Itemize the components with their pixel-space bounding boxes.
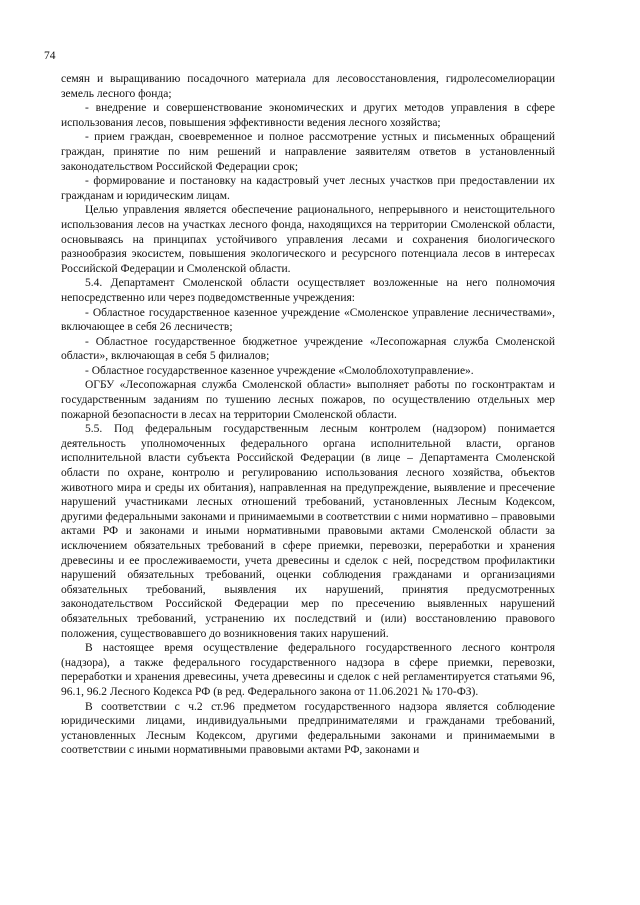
paragraph: Целью управления является обеспечение рационального, непрерывного и неистощительного использования лесов на участках лесного фонда, находящихся на территории Смоленской области, основываясь на принципах устойчивого управления лесами и сохранения биологического разнообразия экосистем, повышения экологического и ресурсного потенциала лесов в интересах Российской Федерации и Смоленской области. [61, 204, 555, 275]
paragraph: 5.4. Департамент Смоленской области осуществляет возложенные на него полномочия непосредственно или через подведомственные учреждения: [61, 277, 555, 304]
paragraph: 5.5. Под федеральным государственным лесным контролем (надзором) понимается деятельность уполномоченных федерального органа исполнительной власти, органов исполнительной власти субъекта Российской Федерации (в лице – Департамента Смоленской области по охране, контролю и регулированию использования лесного хозяйства, объектов животного мира и среды их обитания), направленная на предупреждение, выявление и пресечение нарушений участниками лесных отношений требований, установленных Лесным Кодексом, другими федеральными законами и принимаемыми в соответствии с ними нормативно – правовыми актами РФ и законами и иными нормативными правовыми актами Смоленской области за исключением обязательных требований в сфере приемки, перевозки, переработки и хранения древесины и ее прослеживаемости, учета древесины и сделок с ней, посредством профилактики нарушений обязательных требований, оценки соблюдения гражданами и организациями обязательных требований, выявления их нарушений, принятия предусмотренных законодательством Российской Федерации мер по пресечению выявленных нарушений обязательных требований, устранению их последствий и (или) восстановлению правового положения, существовавшего до возникновения таких нарушений. [61, 423, 555, 640]
paragraph: - прием граждан, своевременное и полное рассмотрение устных и письменных обращений граждан, принятие по ним решений и направление заявителям ответов в установленный законодательством Российской Федерации срок; [61, 131, 555, 173]
paragraph: - Областное государственное казенное учреждение «Смолоблохотуправление». [85, 364, 474, 377]
paragraph: - Областное государственное казенное учреждение «Смоленское управление лесничествами», включающее в себя 26 лесничеств; [61, 306, 555, 334]
body-text [61, 72, 555, 758]
paragraph: - формирование и постановку на кадастровый учет лесных участков при предоставлении их гражданам и юридическим лицам. [61, 175, 555, 202]
paragraph: семян и выращиванию посадочного материала для лесовосстановления, гидролесомелиорации земель лесного фонда; [61, 73, 555, 100]
paragraph: В соответствии с ч.2 ст.96 предметом государственного надзора является соблюдение юридическими лицами, индивидуальными предпринимателями и гражданами требований, установленных Лесным Кодексом, другими федеральными законами и принимаемыми в соответствии с иными нормативными правовыми актами РФ, законами и [61, 700, 555, 757]
paragraph: ОГБУ «Лесопожарная служба Смоленской области» выполняет работы по госконтрактам и государственным заданиям по тушению лесных пожаров, по осуществлению отдельных мер пожарной безопасности в лесах на территории Смоленской области. [61, 379, 555, 421]
paragraph: - внедрение и совершенствование экономических и других методов управления в сфере использования лесов, повышения эффективности ведения лесного хозяйства; [61, 102, 555, 129]
paragraph: В настоящее время осуществление федерального государственного лесного контроля (надзора), а также федерального государственного надзора в сфере приемки, перевозки, переработки и хранения древесины, учета древесины и сделок с ней регламентируется статьями 96, 96.1, 96.2 Лесного Кодекса РФ (в ред. Федерального закона от 11.06.2021 № 170-ФЗ). [61, 642, 555, 698]
page-number: 74 [44, 50, 56, 62]
paragraph: - Областное государственное бюджетное учреждение «Лесопожарная служба Смоленской области», включающая в себя 5 филиалов; [61, 335, 555, 363]
